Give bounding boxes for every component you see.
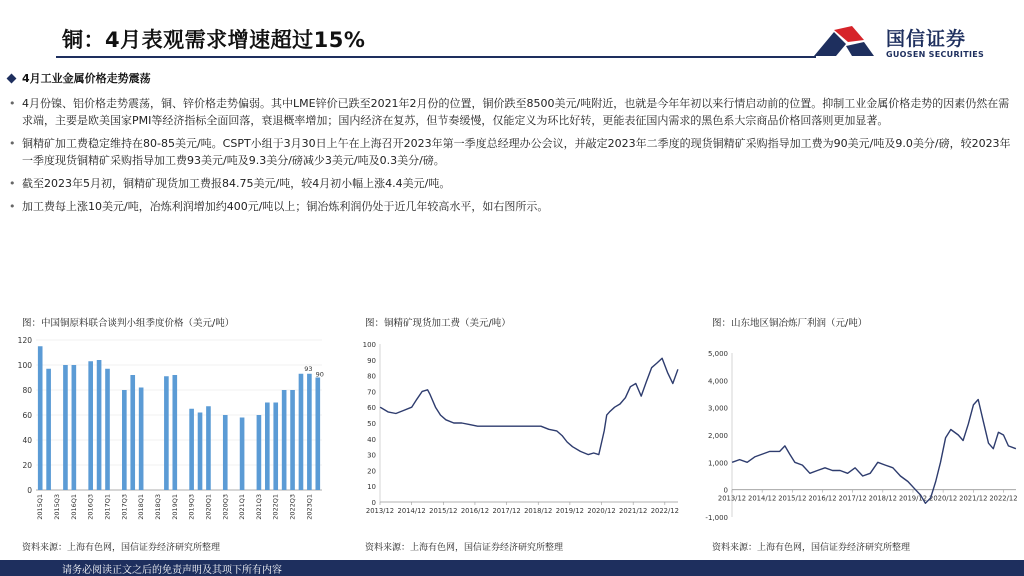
bullet-item	[8, 135, 1018, 169]
data-label: 93	[304, 364, 313, 373]
x-tick-label: 2013/12	[717, 494, 747, 503]
x-tick-label: 2021Q1	[238, 494, 247, 520]
x-tick-label: 2020/12	[587, 507, 616, 515]
x-tick-label: 2022/12	[650, 507, 679, 515]
chart-1-title: 图：中国铜原料联合谈判小组季度价格（美元/吨）	[22, 318, 235, 329]
x-tick-label: 2019/12	[898, 494, 928, 503]
guosen-logo-icon	[812, 22, 878, 60]
x-tick-label: 2022Q1	[271, 494, 280, 520]
bar	[72, 365, 77, 490]
bar	[139, 388, 144, 491]
bar	[290, 390, 295, 490]
bar	[172, 375, 177, 490]
y-tick-label: 20	[367, 467, 376, 476]
chart-2-line-chart	[350, 336, 690, 524]
x-tick-label: 2015Q1	[36, 494, 45, 520]
bar	[299, 374, 304, 490]
diamond-bullet-icon	[7, 73, 17, 83]
x-tick-label: 2020Q3	[221, 494, 230, 520]
x-tick-label: 2016/12	[808, 494, 837, 503]
bar	[282, 390, 287, 490]
y-tick-label: 40	[22, 436, 32, 445]
bullet-item	[8, 175, 1018, 192]
y-tick-label: 120	[17, 336, 32, 345]
footer-bar	[0, 560, 1024, 576]
chart-2-title: 图：铜精矿现货加工费（美元/吨）	[365, 318, 511, 329]
bar	[198, 413, 203, 491]
x-tick-label: 2018Q3	[153, 494, 162, 520]
section-subheading-text: 4月工业金属价格走势震荡	[22, 72, 151, 85]
bar	[307, 374, 312, 490]
y-tick-label: 80	[367, 372, 376, 381]
y-tick-label: 60	[22, 411, 32, 420]
bar	[164, 376, 169, 490]
x-tick-label: 2015Q3	[53, 494, 62, 520]
bullet-dot-icon: •	[9, 137, 16, 150]
y-tick-label: 2,000	[707, 432, 728, 440]
x-tick-label: 2016/12	[460, 507, 490, 515]
bar	[206, 406, 211, 490]
y-tick-label: 50	[367, 420, 376, 428]
y-tick-label: 90	[367, 356, 376, 365]
bar	[223, 415, 228, 490]
chart-1-bar-chart	[10, 330, 330, 530]
bar	[46, 369, 51, 490]
y-tick-label: 3,000	[707, 404, 728, 413]
bullet-text: 铜精矿加工费稳定维持在80-85美元/吨。CSPT小组于3月30日上午在上海召开2023年第一季度总经理办公会议，并敲定2023年二季度的现货铜精矿采购指导加工费为90美元/吨及9.0美分/磅，较2023年一季度现货铜精矿采购指导加工费93美元/吨及9.3美分/磅减少3美元/吨及0.3美分/磅。	[22, 137, 1011, 167]
x-tick-label: 2021Q3	[254, 494, 263, 520]
x-tick-label: 2021/12	[619, 507, 648, 515]
bar	[257, 415, 262, 490]
bullet-list	[8, 95, 1018, 221]
data-label: 90	[315, 370, 324, 379]
x-tick-label: 2015/12	[778, 494, 807, 503]
x-tick-label: 2018/12	[868, 494, 897, 503]
x-tick-label: 2017Q3	[120, 494, 129, 520]
y-tick-label: 100	[17, 361, 32, 370]
bullet-dot-icon: •	[9, 177, 16, 190]
x-tick-label: 2018Q1	[137, 494, 146, 520]
x-tick-label: 2023Q1	[305, 494, 314, 520]
bullet-dot-icon: •	[9, 97, 16, 110]
y-tick-label: 0	[723, 486, 728, 495]
y-tick-label: 4,000	[707, 377, 728, 386]
bar	[315, 378, 320, 491]
series-line	[380, 358, 678, 454]
chart-2-source: 资料来源：上海有色网，国信证券经济研究所整理	[365, 543, 564, 553]
bullet-text: 4月份镍、铝价格走势震荡，铜、锌价格走势偏弱。其中LME锌价已跌至2021年2月份的位置，铜价跌至8500美元/吨附近，也就是今年年初以来行情启动前的位置。抑制工业金属价格走势的因素仍然在需求端，主要是欧美国家PMI等经济指标全面回落，衰退概率增加；国内经济在复苏，但节奏缓慢，仅能定义为环比好转，更能表征国内需求的黑色系大宗商品价格回落则更加显著。	[22, 97, 1010, 127]
bar	[38, 346, 43, 490]
bar	[63, 365, 68, 490]
x-tick-label: 2021/12	[959, 494, 988, 503]
x-tick-label: 2016Q1	[69, 494, 78, 520]
x-tick-label: 2020Q1	[204, 494, 213, 520]
x-tick-label: 2017/12	[838, 494, 867, 503]
bullet-item	[8, 198, 1018, 215]
y-tick-label: 5,000	[707, 350, 728, 358]
x-tick-label: 2015/12	[429, 507, 458, 515]
y-tick-label: 70	[367, 388, 376, 397]
bar	[130, 375, 135, 490]
chart-3-line-chart	[700, 343, 1024, 527]
y-tick-label: 80	[22, 386, 32, 395]
x-tick-label: 2019Q3	[187, 494, 196, 520]
chart-3-title: 图：山东地区铜冶炼厂利润（元/吨）	[712, 318, 868, 329]
chart-1-source: 资料来源：上海有色网，国信证券经济研究所整理	[22, 543, 221, 553]
y-tick-label: 0	[27, 486, 32, 495]
y-tick-label: 60	[367, 404, 376, 413]
title-underline	[56, 56, 816, 58]
y-tick-label: -1,000	[705, 514, 728, 522]
logo-english-name: GUOSEN SECURITIES	[886, 50, 985, 59]
bullet-dot-icon: •	[9, 200, 16, 213]
bullet-text: 加工费每上涨10美元/吨，冶炼利润增加约400元/吨以上；铜冶炼利润仍处于近几年较高水平，如右图所示。	[22, 200, 549, 213]
y-tick-label: 30	[367, 451, 376, 460]
disclaimer-text: 请务必阅读正文之后的免责声明及其项下所有内容	[62, 565, 282, 576]
y-tick-label: 100	[362, 341, 376, 349]
x-tick-label: 2014/12	[748, 494, 777, 503]
bullet-item	[8, 95, 1018, 129]
y-tick-label: 40	[367, 435, 376, 444]
bar	[88, 361, 93, 490]
bar	[122, 390, 127, 490]
logo-chinese-name: 国信证券	[886, 28, 967, 50]
bar	[265, 403, 270, 491]
series-line	[732, 400, 1016, 504]
y-tick-label: 20	[22, 461, 32, 470]
bar	[97, 360, 102, 490]
x-tick-label: 2017/12	[492, 507, 521, 515]
x-tick-label: 2019/12	[555, 507, 585, 515]
bar	[189, 409, 194, 490]
x-tick-label: 2017Q1	[103, 494, 112, 520]
bar	[105, 369, 110, 490]
y-tick-label: 0	[371, 499, 376, 507]
section-subheading	[8, 70, 151, 86]
x-tick-label: 2013/12	[365, 507, 395, 515]
bullet-text: 截至2023年5月初，铜精矿现货加工费报84.75美元/吨，较4月初小幅上涨4.4美元/吨。	[22, 177, 451, 190]
x-tick-label: 2016Q3	[86, 494, 95, 520]
bar	[240, 418, 245, 491]
y-tick-label: 10	[367, 483, 376, 492]
x-tick-label: 2022/12	[989, 494, 1018, 503]
guosen-logo	[812, 18, 1012, 66]
x-tick-label: 2018/12	[524, 507, 553, 515]
x-tick-label: 2022Q3	[288, 494, 297, 520]
x-tick-label: 2014/12	[397, 507, 426, 515]
y-tick-label: 1,000	[707, 459, 728, 468]
chart-3-source: 资料来源：上海有色网，国信证券经济研究所整理	[712, 543, 911, 553]
bar	[273, 403, 278, 491]
x-tick-label: 2019Q1	[170, 494, 179, 520]
x-tick-label: 2020/12	[929, 494, 958, 503]
page-title: 铜：4月表观需求增速超过15%	[62, 28, 366, 52]
